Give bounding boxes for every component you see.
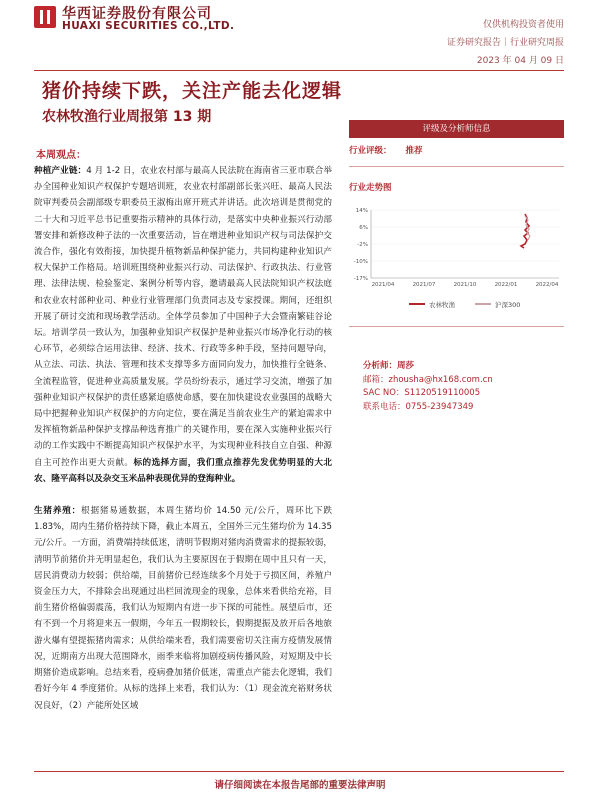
company-name-en: HUAXI SECURITIES CO.,LTD. <box>62 20 235 32</box>
report-date: 2023 年 04 月 09 日 <box>476 56 564 66</box>
report-type: 证券研究报告｜行业研究周报 <box>446 38 564 48</box>
y-tick-label: -17% <box>353 276 368 282</box>
trend-chart <box>349 200 564 350</box>
industry-rating <box>349 144 564 156</box>
paragraph-planting <box>34 163 332 487</box>
y-tick-label: -2% <box>357 242 368 248</box>
footer-divider <box>34 771 564 772</box>
analyst-name: 分析师：周莎 <box>363 361 415 371</box>
x-tick-label: 2022/04 <box>535 282 559 288</box>
header-divider <box>34 70 564 71</box>
trend-chart-label: 行业走势图 <box>349 183 392 193</box>
main-text-column <box>34 146 332 714</box>
x-tick-label: 2021/10 <box>453 282 477 288</box>
x-tick-label: 2021/04 <box>371 282 395 288</box>
paragraph-lead: 种植产业链： <box>34 166 87 176</box>
analyst-phone: 联系电话：0755-23947349 <box>363 401 474 412</box>
x-tick-label: 2022/01 <box>494 282 518 288</box>
paragraph-lead: 生猪养殖： <box>34 506 82 517</box>
analyst-info <box>363 360 493 414</box>
report-subtitle: 农林牧渔行业周报第 13 期 <box>42 109 212 125</box>
legal-footer: 请仔细阅读在本报告尾部的重要法律声明 <box>214 780 386 791</box>
paragraph-body: 4 月 1-2 日，农业农村部与最高人民法院在海南省三亚市联合举办全国种业知识产权保护专题培训班，农业农村部副部长张兴旺、最高人民法院审判委员会副部级专职委员王淑梅出席开班式并讲话。此次培训是贯彻党的二十大和习近平总书记重要指示精神的具体行动，是落实中央种业振兴行动部署安排和新修改种子法的一次重要活动，旨在增进种业知识产权与司法保护交流合作，强化有效衔接，加快提升植物新品种保护能力，共同构建种业知识产权大保护工作格局。培训班围绕种业振兴行动、司法保护、行政执法、行业管理、法律法规、检验鉴定、案例分析等内容，邀请最高人民法院知识产权法庭和农业农村部种业司、种业行业管理部门负责同志及专家授课。期间，还组织开展了研讨交流和现场教学活动。全体学员参加了中国种子大会暨南繁硅谷论坛。培训学员一致认为，加强种业知识产权保护是种业振兴市场净化行动的核心环节，必须综合运用法律、经济、技术、行政等多种手段，坚持问题导向，从立法、司法、执法、管理和技术支撑等多方面同向发力，加快推行全链条、全流程监管，促进种业高质量发展。学员纷纷表示，通过学习交流，增强了加强种业知识产权保护的责任感紧迫感使命感，要在加快建设农业强国的战略大局中把握种业知识产权保护的方向定位，要在满足当前农业生产的紧迫需求中发挥植物新品种保护支撑品种选育推广的关键作用，要在深入实施种业振兴行动的工作实践中不断提高知识产权保护水平，为实现种业科技自立自强、种源自主可控作出更大贡献。 <box>34 166 332 468</box>
analyst-sac: SAC NO：S1120519110005 <box>363 388 481 398</box>
paragraph-hog <box>34 503 332 714</box>
sidebar-divider <box>349 326 564 327</box>
sidebar-header: 评级及分析师信息 <box>349 120 564 138</box>
rating-label: 行业评级： <box>349 146 392 156</box>
analyst-email[interactable]: 邮箱：zhousha@hx168.com.cn <box>363 374 493 385</box>
y-tick-label: 6% <box>359 225 368 231</box>
legend-label-agri: 农林牧渔 <box>429 301 455 309</box>
company-logo-icon <box>34 6 56 28</box>
x-tick-label: 2021/07 <box>412 282 436 288</box>
paragraph-body: 根据猪易通数据，本周生猪均价 14.50 元/公斤，周环比下跌 1.83%，周内生猪价格持续下降，截止本周五，全国外三元生猪均价为 14.35 元/公斤。一方面，消费端持续低迷，清明节假期对猪肉消费需求的提振较弱，清明节前猪价并无明显起色，我们认为主要原因在于假期在周中且只有一天，居民消费动力较弱；供给端，目前猪价已经连续多个月处于亏损区间，养殖户资金压力大，不排除会出现通过出栏回流现金的现象，总体来看供给充裕，目前生猪价格偏弱震荡，我们认为短期内有进一步下探的可能性。展望后市，还有不到一个月将迎来五一假期，今年五一假期较长，假期提振及放开后各地旅游火爆有望提振猪肉需求；从供给端来看，我们需要密切关注南方疫情发展情况，近期南方出现大范围降水，雨季来临将加剧疫病传播风险，对短期及中长期猪价造成影响。总结来看，疫病叠加猪价低迷，需重点产能去化逻辑，我们看好今年 4 季度猪价。从标的选择上来看，我们认为：（1）现金流充裕财务状况良好，（2）产能所处区域 <box>34 506 332 711</box>
company-name-cn: 华西证券股份有限公司 <box>62 6 212 22</box>
audience-note: 仅供机构投资者使用 <box>482 20 564 30</box>
section-heading: 本周观点： <box>36 150 86 161</box>
rating-value: 推荐 <box>405 146 423 156</box>
y-tick-label: 14% <box>355 208 368 214</box>
report-title: 猪价持续下跌，关注产能去化逻辑 <box>42 80 343 102</box>
paragraph-recommendation: 标的选择方面，我们重点推荐先发优势明显的大北农、隆平高科以及杂交玉米品种表现优异的登海种业。 <box>34 457 332 484</box>
sidebar-divider <box>349 166 564 167</box>
y-tick-label: -10% <box>353 259 368 265</box>
legend-label-hs300: 沪深300 <box>495 301 521 309</box>
